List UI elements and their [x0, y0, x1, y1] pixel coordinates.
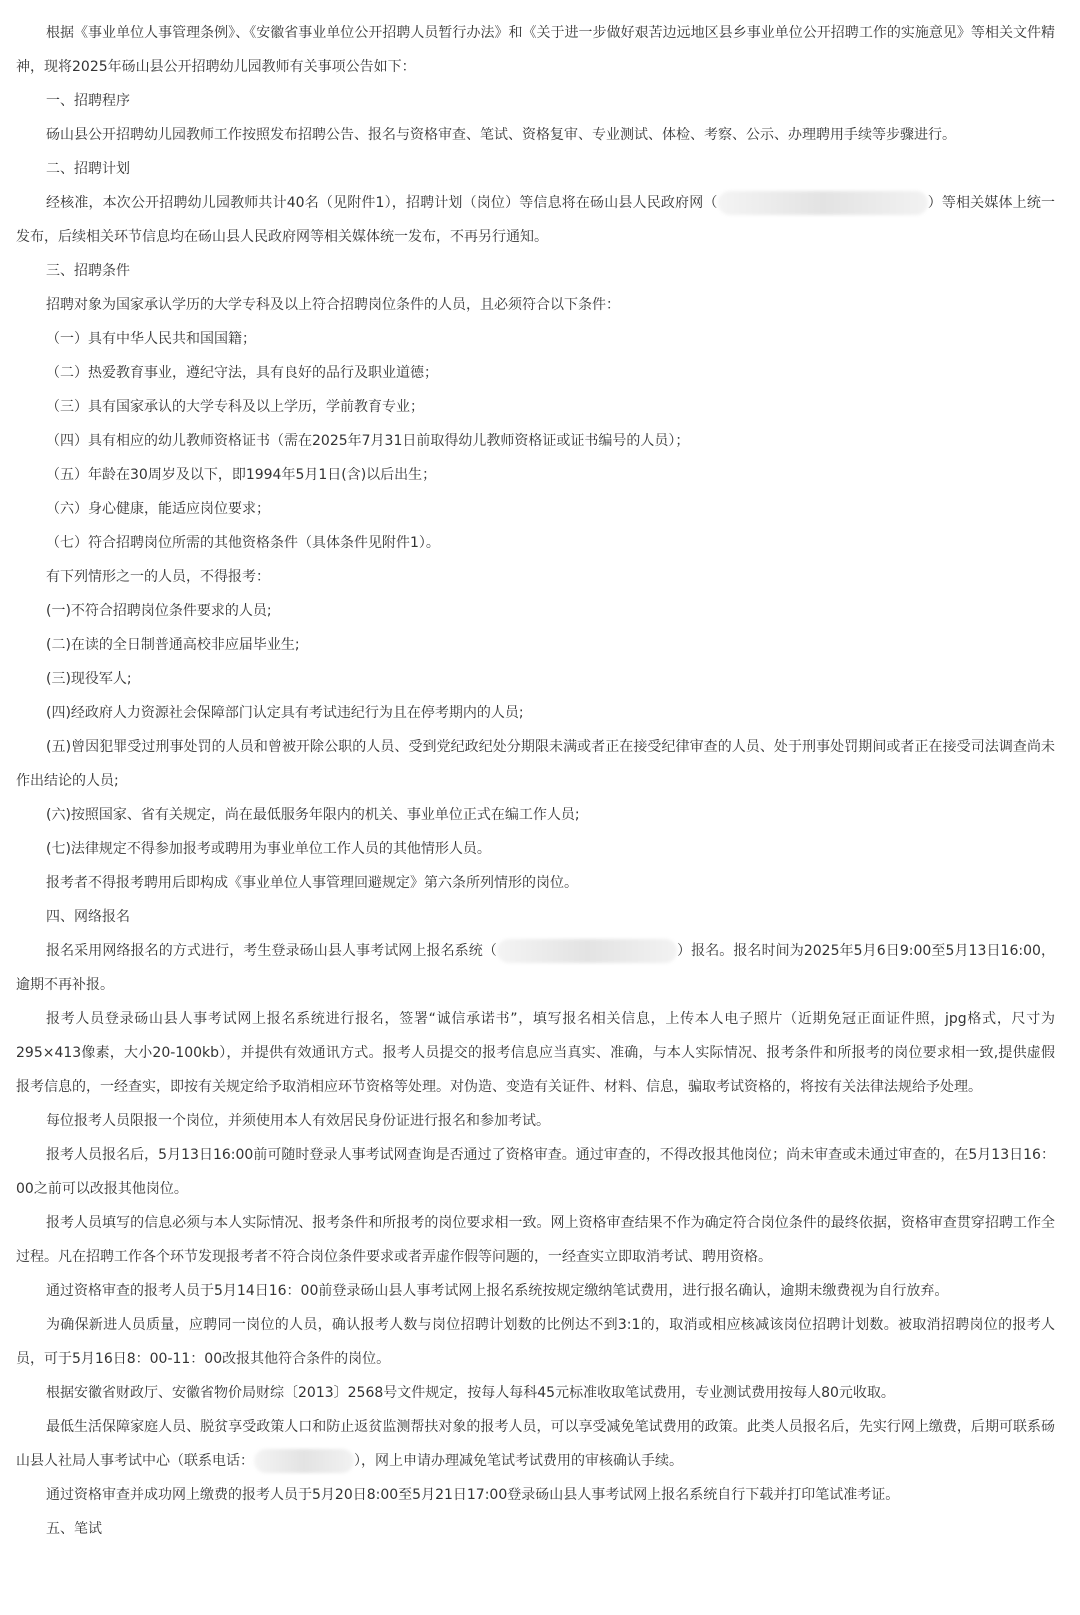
fee-waiver-text-before: 最低生活保障家庭人员、脱贫享受政策人口和防止返贫监测帮扶对象的报考人员，可以享受减免笔试费用的政策。此类人员报名后，先实行网上缴费，后期可联系砀山县人社局人事考试中心（联系电话： [16, 1419, 1055, 1469]
conditions-intro: 招聘对象为国家承认学历的大学专科及以上符合招聘岗位条件的人员，且必须符合以下条件： [46, 297, 620, 313]
condition-item: （六）身心健康，能适应岗位要求； [46, 501, 270, 517]
exclusion-item: (五)曾因犯罪受过刑事处罚的人员和曾被开除公职的人员、受到党纪政纪处分期限未满或者正在接受纪律审查的人员、处于刑事处罚期间或者正在接受司法调查尚未作出结论的人员; [16, 739, 1055, 789]
intro-paragraph: 根据《事业单位人事管理条例》、《安徽省事业单位公开招聘人员暂行办法》和《关于进一步做好艰苦边远地区县乡事业单位公开招聘工作的实施意见》等相关文件精神，现将2025年砀山县公开招聘幼儿园教师有关事项公告如下： [16, 25, 1055, 75]
section-heading-conditions: 三、招聘条件 [46, 263, 130, 279]
condition-item: （四）具有相应的幼儿教师资格证书（需在2025年7月31日前取得幼儿教师资格证或证书编号的人员）； [46, 433, 690, 449]
condition-item: （一）具有中华人民共和国国籍； [46, 331, 256, 347]
exclusion-item: (七)法律规定不得参加报考或聘用为事业单位工作人员的其他情形人员。 [46, 841, 491, 857]
ratio-paragraph: 为确保新进人员质量，应聘同一岗位的人员，确认报考人数与岗位招聘计划数的比例达不到3:1的，取消或相应核减该岗位招聘计划数。被取消招聘岗位的报考人员，可于5月16日8：00-11：00改报其他符合条件的岗位。 [16, 1317, 1055, 1367]
condition-item: （三）具有国家承认的大学专科及以上学历，学前教育专业； [46, 399, 424, 415]
fee-waiver-paragraph [16, 1410, 1055, 1478]
registration-detail-paragraph: 报考人员登录砀山县人事考试网上报名系统进行报名，签署“诚信承诺书”，填写报名相关信息，上传本人电子照片（近期免冠正面证件照，jpg格式，尺寸为295×413像素，大小20-100kb），并提供有效通讯方式。报考人员提交的报考信息应当真实、准确，与本人实际情况、报考条件和所报考的岗位要求相一致,提供虚假报考信息的，一经查实，即按有关规定给予取消相应环节资格等处理。对伪造、变造有关证件、材料、信息，骗取考试资格的，将按有关法律法规给予处理。 [16, 1011, 1055, 1095]
exclusion-intro: 有下列情形之一的人员，不得报考： [46, 569, 270, 585]
payment-paragraph: 通过资格审查的报考人员于5月14日16：00前登录砀山县人事考试网上报名系统按规定缴纳笔试费用，进行报名确认，逾期未缴费视为自行放弃。 [46, 1283, 949, 1299]
review-query-paragraph: 报考人员报名后，5月13日16:00前可随时登录人事考试网查询是否通过了资格审查。通过审查的，不得改报其他岗位；尚未审查或未通过审查的，在5月13日16：00之前可以改报其他岗位。 [16, 1147, 1055, 1197]
exclusion-item: (二)在读的全日制普通高校非应届毕业生; [46, 637, 300, 653]
section-heading-written-exam: 五、笔试 [46, 1521, 102, 1537]
plan-paragraph [16, 186, 1055, 254]
exclusion-item: (一)不符合招聘岗位条件要求的人员; [46, 603, 272, 619]
registration-text-after: ）报名。报名时间为2025年5月6日9:00至5月13日16:00，逾期不再补报。 [16, 943, 1055, 993]
redacted-url [497, 939, 677, 963]
exclusion-item: (六)按照国家、省有关规定，尚在最低服务年限内的机关、事业单位正式在编工作人员; [46, 807, 580, 823]
section-heading-registration: 四、网络报名 [46, 909, 130, 925]
info-accuracy-paragraph: 报考人员填写的信息必须与本人实际情况、报考条件和所报考的岗位要求相一致。网上资格审查结果不作为确定符合岗位条件的最终依据，资格审查贯穿招聘工作全过程。凡在招聘工作各个环节发现报考者不符合岗位条件要求或者弄虚作假等问题的，一经查实立即取消考试、聘用资格。 [16, 1215, 1055, 1265]
admission-ticket-paragraph: 通过资格审查并成功网上缴费的报考人员于5月20日8:00至5月21日17:00登录砀山县人事考试网上报名系统自行下载并打印笔试准考证。 [46, 1487, 900, 1503]
registration-paragraph [16, 934, 1055, 1002]
fee-waiver-text-after: ），网上申请办理减免笔试考试费用的审核确认手续。 [354, 1453, 683, 1469]
section-heading-procedure: 一、招聘程序 [46, 93, 130, 109]
registration-text-before: 报名采用网络报名的方式进行，考生登录砀山县人事考试网上报名系统（ [46, 943, 497, 959]
condition-item: （五）年龄在30周岁及以下，即1994年5月1日(含)以后出生； [46, 467, 437, 483]
procedure-paragraph: 砀山县公开招聘幼儿园教师工作按照发布招聘公告、报名与资格审查、笔试、资格复审、专业测试、体检、考察、公示、办理聘用手续等步骤进行。 [46, 127, 956, 143]
section-heading-plan: 二、招聘计划 [46, 161, 130, 177]
exclusion-item: (四)经政府人力资源社会保障部门认定具有考试违纪行为且在停考期内的人员; [46, 705, 524, 721]
fee-paragraph: 根据安徽省财政厅、安徽省物价局财综〔2013〕2568号文件规定，按每人每科45元标准收取笔试费用，专业测试费用按每人80元收取。 [46, 1385, 895, 1401]
plan-text-after: ）等相关媒体上统一发布，后续相关环节信息均在砀山县人民政府网等相关媒体统一发布，不再另行通知。 [16, 195, 1055, 245]
condition-item: （二）热爱教育事业，遵纪守法，具有良好的品行及职业道德； [46, 365, 438, 381]
redacted-url [718, 191, 928, 215]
condition-item: （七）符合招聘岗位所需的其他资格条件（具体条件见附件1）。 [46, 535, 440, 551]
avoidance-paragraph: 报考者不得报考聘用后即构成《事业单位人事管理回避规定》第六条所列情形的岗位。 [46, 875, 578, 891]
redacted-phone [254, 1449, 354, 1473]
exclusion-item: (三)现役军人; [46, 671, 132, 687]
plan-text-before: 经核准，本次公开招聘幼儿园教师共计40名（见附件1），招聘计划（岗位）等信息将在砀山县人民政府网（ [46, 195, 718, 211]
one-post-paragraph: 每位报考人员限报一个岗位，并须使用本人有效居民身份证进行报名和参加考试。 [46, 1113, 550, 1129]
